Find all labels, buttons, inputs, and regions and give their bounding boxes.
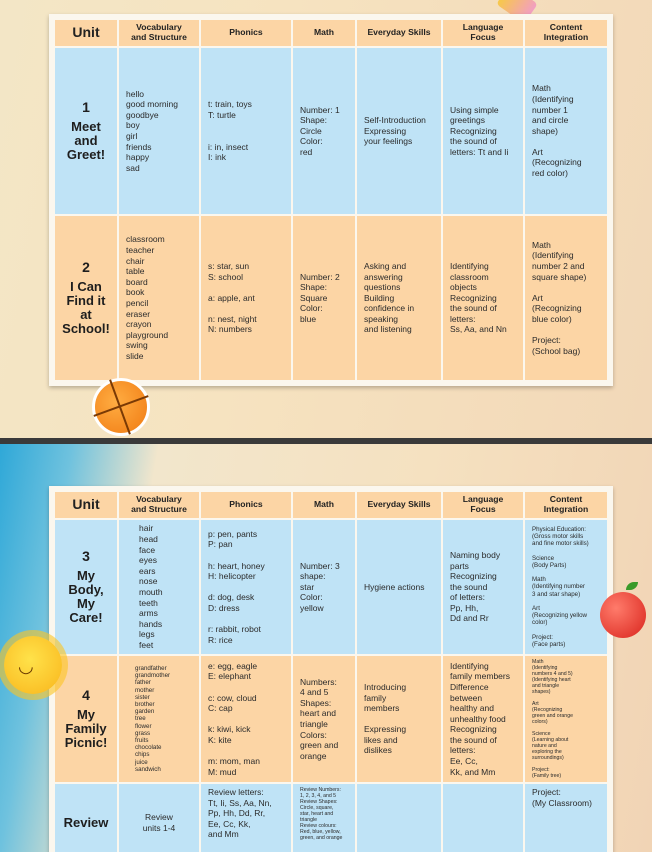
unit-title: My Body, My Care! [68, 568, 104, 625]
review-language-focus [443, 784, 523, 852]
unit-4-everyday-skills: Introducing family members Expressing likes and dislikes [357, 656, 441, 782]
header-content-integration: Content Integration [525, 20, 607, 46]
curriculum-table-card [49, 14, 613, 386]
curriculum-table [55, 20, 607, 380]
unit-1-vocabulary: hello good morning goodbye boy girl friends happy sad [119, 48, 199, 214]
unit-number: 3 [82, 548, 90, 564]
review-vocabulary: Review units 1-4 [119, 784, 199, 852]
unit-1-everyday-skills: Self-Introduction Expressing your feelings [357, 48, 441, 214]
sun-icon: ◡ [4, 636, 62, 694]
review-math: Review Numbers: 1, 2, 3, 4, and 5 Review Shapes: Circle, square, star, heart and triangle Review colours: Red, blue, yellow, green, and orange [293, 784, 355, 852]
unit-2-math: Number: 2 Shape: Square Color: blue [293, 216, 355, 380]
unit-title: I Can Find it at School! [62, 279, 110, 336]
unit-4-phonics: e: egg, eagle E: elephant c: cow, cloud C: cap k: kiwi, kick K: kite m: mom, man M: mud [201, 656, 291, 782]
unit-3-everyday-skills: Hygiene actions [357, 520, 441, 654]
unit-2-everyday-skills: Asking and answering questions Building confidence in speaking and listening [357, 216, 441, 380]
header-vocabulary: Vocabulary and Structure [119, 492, 199, 518]
unit-3-language-focus: Naming body parts Recognizing the sound of letters: Pp, Hh, Dd and Rr [443, 520, 523, 654]
header-phonics: Phonics [201, 492, 291, 518]
unit-2-phonics: s: star, sun S: school a: apple, ant n: nest, night N: numbers [201, 216, 291, 380]
unit-4-math: Numbers: 4 and 5 Shapes: heart and triangle Colors: green and orange [293, 656, 355, 782]
unit-3-content-integration: Physical Education: (Gross motor skills and fine motor skills) Science (Body Parts) Math (Identifying number 3 and star shape) Art (Recognizing yellow color) Project: (Face parts) [525, 520, 607, 654]
unit-title: My Family Picnic! [64, 707, 108, 750]
unit-3-vocabulary: hair head face eyes ears nose mouth teeth arms hands legs feet [119, 520, 199, 654]
curriculum-page-2 [0, 444, 652, 852]
review-content-integration: Project: (My Classroom) [525, 784, 607, 852]
unit-number: 4 [82, 687, 90, 703]
unit-title: Review [63, 815, 109, 830]
unit-2-language-focus: Identifying classroom objects Recognizing the sound of letters: Ss, Aa, and Nn [443, 216, 523, 380]
unit-1-cell [55, 48, 117, 214]
review-phonics: Review letters: Tt, Ii, Ss, Aa, Nn, Pp, Hh, Dd, Rr, Ee, Cc, Kk, and Mm [201, 784, 291, 852]
curriculum-table [55, 492, 607, 852]
header-everyday-skills: Everyday Skills [357, 492, 441, 518]
unit-2-vocabulary: classroom teacher chair table board book pencil eraser crayon playground swing slide [119, 216, 199, 380]
basketball-icon [92, 378, 150, 436]
header-everyday-skills: Everyday Skills [357, 20, 441, 46]
unit-4-vocabulary: grandfather grandmother father mother sister brother garden tree flower grass fruits chocolate chips juice sandwich [119, 656, 199, 782]
header-vocabulary: Vocabulary and Structure [119, 20, 199, 46]
header-language-focus: Language Focus [443, 20, 523, 46]
unit-3-math: Number: 3 shape: star Color: yellow [293, 520, 355, 654]
apple-icon [600, 592, 646, 638]
unit-1-phonics: t: train, toys T: turtle i: in, insect I: ink [201, 48, 291, 214]
unit-4-content-integration: Math (Identifying numbers 4 and 5) (Identifying heart and triangle shapes) Art (Recognizing green and orange colors) Science (Learning about nature and exploring the surroundings) Project: (Family tree) [525, 656, 607, 782]
review-everyday-skills [357, 784, 441, 852]
unit-3-cell [55, 520, 117, 654]
unit-number: 2 [82, 259, 90, 275]
unit-2-content-integration: Math (Identifying number 2 and square shape) Art (Recognizing blue color) Project: (School bag) [525, 216, 607, 380]
unit-4-cell [55, 656, 117, 782]
curriculum-table-card [49, 486, 613, 852]
header-content-integration: Content Integration [525, 492, 607, 518]
unit-2-cell [55, 216, 117, 380]
header-unit: Unit [55, 492, 117, 518]
header-math: Math [293, 20, 355, 46]
review-cell [55, 784, 117, 852]
unit-title: Meet and Greet! [66, 119, 106, 162]
unit-4-language-focus: Identifying family members Difference between healthy and unhealthy food Recognizing the sound of letters: Ee, Cc, Kk, and Mm [443, 656, 523, 782]
unit-number: 1 [82, 99, 90, 115]
header-math: Math [293, 492, 355, 518]
header-language-focus: Language Focus [443, 492, 523, 518]
unit-1-math: Number: 1 Shape: Circle Color: red [293, 48, 355, 214]
unit-3-phonics: p: pen, pants P: pan h: heart, honey H: helicopter d: dog, desk D: dress r: rabbit, robot R: rice [201, 520, 291, 654]
header-phonics: Phonics [201, 20, 291, 46]
unit-1-content-integration: Math (Identifying number 1 and circle shape) Art (Recognizing red color) [525, 48, 607, 214]
unit-1-language-focus: Using simple greetings Recognizing the sound of letters: Tt and Ii [443, 48, 523, 214]
header-unit: Unit [55, 20, 117, 46]
